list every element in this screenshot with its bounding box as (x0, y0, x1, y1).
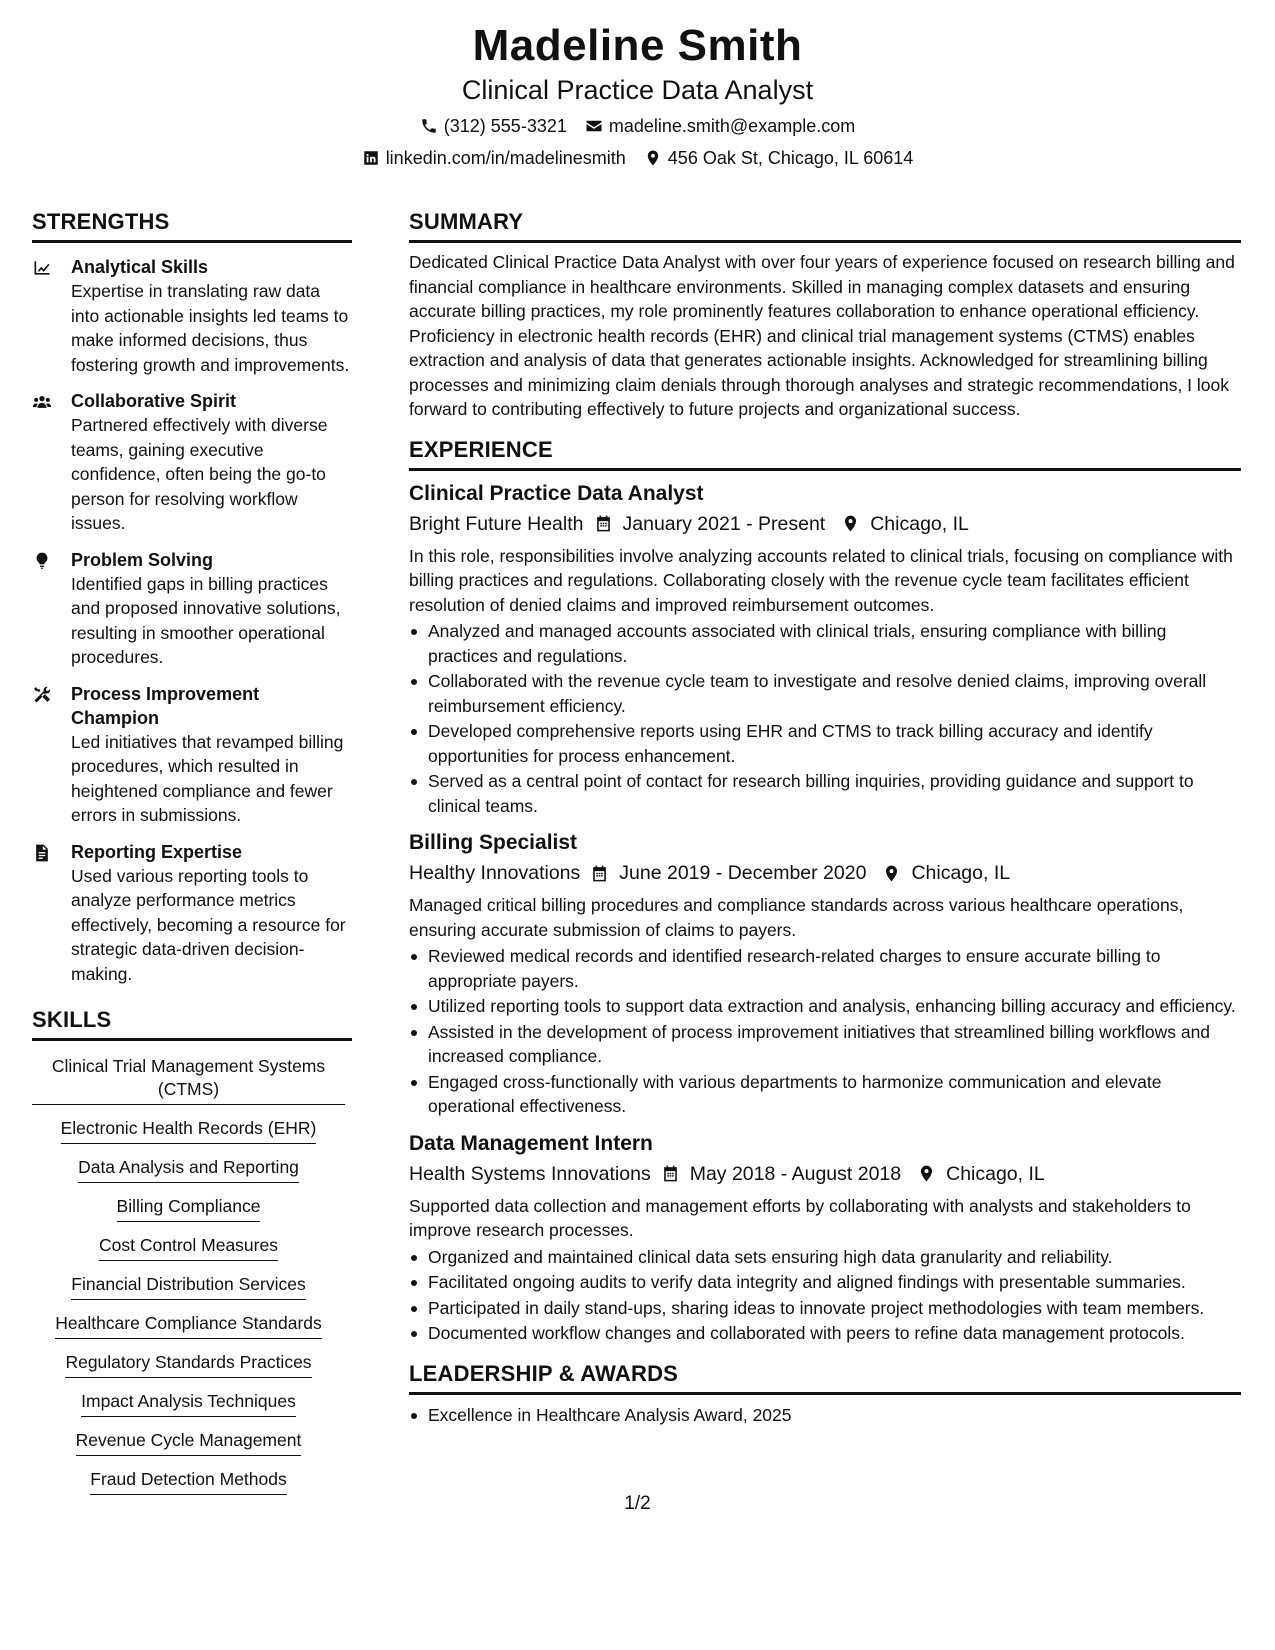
skill-item: Fraud Detection Methods (32, 1468, 345, 1495)
job-description: Managed critical billing procedures and compliance standards across various healthcare operations, ensuring accurate submission of claims to payers. (409, 895, 1184, 940)
calendar-icon (590, 864, 609, 883)
list-item: Analyzed and managed accounts associated with clinical trials, ensuring compliance with billing practices and regulations. (409, 619, 1241, 668)
leadership-heading: LEADERSHIP & AWARDS (409, 1360, 1241, 1395)
strength-item (32, 255, 352, 377)
list-item: Facilitated ongoing audits to verify data integrity and aligned findings with presentable summaries. (409, 1270, 1241, 1295)
linkedin-text[interactable]: linkedin.com/in/madelinesmith (385, 148, 626, 168)
skill-item: Revenue Cycle Management (32, 1429, 345, 1456)
skill-item: Clinical Trial Management Systems (CTMS) (32, 1055, 345, 1105)
job-company: Bright Future Health (409, 512, 584, 535)
strength-title: Analytical Skills (71, 257, 209, 277)
phone-text: (312) 555-3321 (443, 116, 567, 136)
candidate-title: Clinical Practice Data Analyst (461, 75, 814, 105)
job-title: Data Management Intern (409, 1131, 653, 1155)
address-contact (644, 146, 914, 170)
users-icon (32, 392, 52, 412)
strength-description: Identified gaps in billing practices and proposed innovative solutions, resulting in smoother operational procedures. (71, 573, 341, 667)
left-column (32, 208, 352, 1507)
strength-title: Collaborative Spirit (71, 391, 237, 411)
page-number: 1/2 (624, 1493, 651, 1514)
strength-title: Reporting Expertise (71, 841, 243, 862)
job-dates: June 2019 - December 2020 (590, 858, 866, 888)
map-pin-icon (882, 864, 901, 883)
job-title: Clinical Practice Data Analyst (409, 481, 704, 505)
list-item: Organized and maintained clinical data sets ensuring high data granularity and reliability. (409, 1245, 1241, 1270)
job-entry (409, 1129, 1241, 1346)
skill-item: Data Analysis and Reporting (32, 1156, 345, 1183)
map-pin-icon (841, 514, 860, 533)
strength-item (32, 389, 352, 536)
job-location: Chicago, IL (917, 1159, 1045, 1189)
job-meta (409, 858, 1241, 888)
job-description: In this role, responsibilities involve analyzing accounts related to clinical trials, focusing on compliance with billing practices and regulations. Collaborating closely with the revenue cycle team facilitates efficient resolution of denied claims and improved reimbursement outcomes. (409, 545, 1233, 615)
strength-description: Led initiatives that revamped billing procedures, which resulted in heightened compliance and fewer errors in submissions. (71, 731, 344, 825)
skill-item: Financial Distribution Services (32, 1273, 345, 1300)
calendar-icon (661, 1164, 680, 1183)
job-company: Healthy Innovations (409, 862, 581, 884)
job-entry (409, 479, 1241, 819)
job-bullets (409, 1245, 1241, 1346)
chart-line-icon (32, 258, 52, 278)
phone-contact (420, 114, 567, 138)
experience-heading: EXPERIENCE (409, 436, 1241, 471)
summary-text: Dedicated Clinical Practice Data Analyst with over four years of experience focused on research billing and financial compliance in healthcare environments. Skilled in managing complex datasets and ensuring accurate billing practices, my role prominently features collaboration to enhance operational efficiency. Proficiency in electronic health records (EHR) and clinical trial management systems (CTMS) enables extraction and analysis of data that generates actionable insights. Acknowledged for streamlining billing processes and minimizing claim denials through thorough analyses and strategic recommendations, I look forward to contributing effectively to future projects and organizational success. (409, 252, 1235, 419)
phone-icon (420, 117, 438, 135)
job-entry (409, 828, 1241, 1119)
skill-item: Electronic Health Records (EHR) (32, 1117, 345, 1144)
skill-item: Impact Analysis Techniques (32, 1390, 345, 1417)
job-bullets (409, 944, 1241, 1119)
envelope-icon (585, 117, 603, 135)
list-item: Participated in daily stand-ups, sharing ideas to innovate project methodologies with team members. (409, 1296, 1241, 1321)
candidate-name: Madeline Smith (472, 21, 803, 70)
map-pin-icon (917, 1164, 936, 1183)
email-text[interactable]: madeline.smith@example.com (608, 116, 856, 136)
job-meta (409, 1159, 1241, 1189)
job-location: Chicago, IL (841, 509, 969, 539)
list-item: Engaged cross-functionally with various departments to harmonize communication and elevate operational effectiveness. (409, 1070, 1241, 1119)
linkedin-contact[interactable] (362, 146, 626, 170)
list-item: Served as a central point of contact for research billing inquiries, providing guidance and support to clinical teams. (409, 769, 1241, 818)
strengths-heading: STRENGTHS (32, 208, 352, 243)
list-item: Reviewed medical records and identified research-related charges to ensure accurate billing to appropriate payers. (409, 944, 1241, 993)
lightbulb-icon (32, 551, 52, 571)
skill-item: Billing Compliance (32, 1195, 345, 1222)
skills-heading: SKILLS (32, 1006, 352, 1041)
strength-item (32, 548, 352, 670)
strength-item (32, 840, 352, 987)
job-dates: May 2018 - August 2018 (661, 1159, 901, 1189)
strength-item (32, 682, 352, 828)
skills-list (32, 1055, 345, 1495)
skill-item: Regulatory Standards Practices (32, 1351, 345, 1378)
list-item: Assisted in the development of process improvement initiatives that streamlined billing workflows and increased compliance. (409, 1020, 1241, 1069)
list-item: Utilized reporting tools to support data extraction and analysis, enhancing billing accuracy and efficiency. (409, 994, 1241, 1019)
job-bullets (409, 619, 1241, 818)
document-icon (32, 843, 52, 863)
contact-row-2 (0, 146, 1275, 170)
list-item: Documented workflow changes and collaborated with peers to refine data management protocols. (409, 1321, 1241, 1346)
map-pin-icon (644, 149, 662, 167)
strength-description: Used various reporting tools to analyze performance metrics effectively, becoming a resource for strategic data-driven decision-making. (71, 865, 346, 984)
resume-header (0, 18, 1275, 170)
skill-item: Healthcare Compliance Standards (32, 1312, 345, 1339)
job-location: Chicago, IL (882, 858, 1010, 888)
job-meta (409, 509, 1241, 539)
email-contact[interactable] (585, 114, 855, 138)
list-item: Excellence in Healthcare Analysis Award, 2025 (409, 1403, 1241, 1428)
job-title: Billing Specialist (409, 831, 578, 854)
calendar-icon (594, 514, 613, 533)
strengths-list (32, 255, 352, 986)
right-column (409, 208, 1241, 1427)
skill-item: Cost Control Measures (32, 1234, 345, 1261)
strength-description: Expertise in translating raw data into actionable insights led teams to make informed decisions, thus fostering growth and improvements. (71, 281, 350, 375)
linkedin-icon (362, 149, 380, 167)
tools-icon (32, 685, 52, 705)
summary-heading: SUMMARY (409, 208, 1241, 243)
job-company: Health Systems Innovations (409, 1162, 651, 1185)
address-text: 456 Oak St, Chicago, IL 60614 (667, 148, 914, 168)
strength-description: Partnered effectively with diverse teams, gaining executive confidence, often being the go-to person for resolving workflow issues. (71, 415, 328, 533)
awards-list (409, 1403, 1241, 1428)
strength-title: Process Improvement Champion (71, 683, 260, 728)
list-item: Collaborated with the revenue cycle team to investigate and resolve denied claims, improving overall reimbursement efficiency. (409, 669, 1241, 718)
strength-title: Problem Solving (71, 549, 214, 570)
job-dates: January 2021 - Present (594, 509, 826, 539)
contact-row-1 (0, 114, 1275, 138)
list-item: Developed comprehensive reports using EHR and CTMS to track billing accuracy and identify opportunities for process enhancement. (409, 719, 1241, 768)
job-description: Supported data collection and management efforts by collaborating with analysts and stakeholders to improve research processes. (409, 1195, 1191, 1240)
